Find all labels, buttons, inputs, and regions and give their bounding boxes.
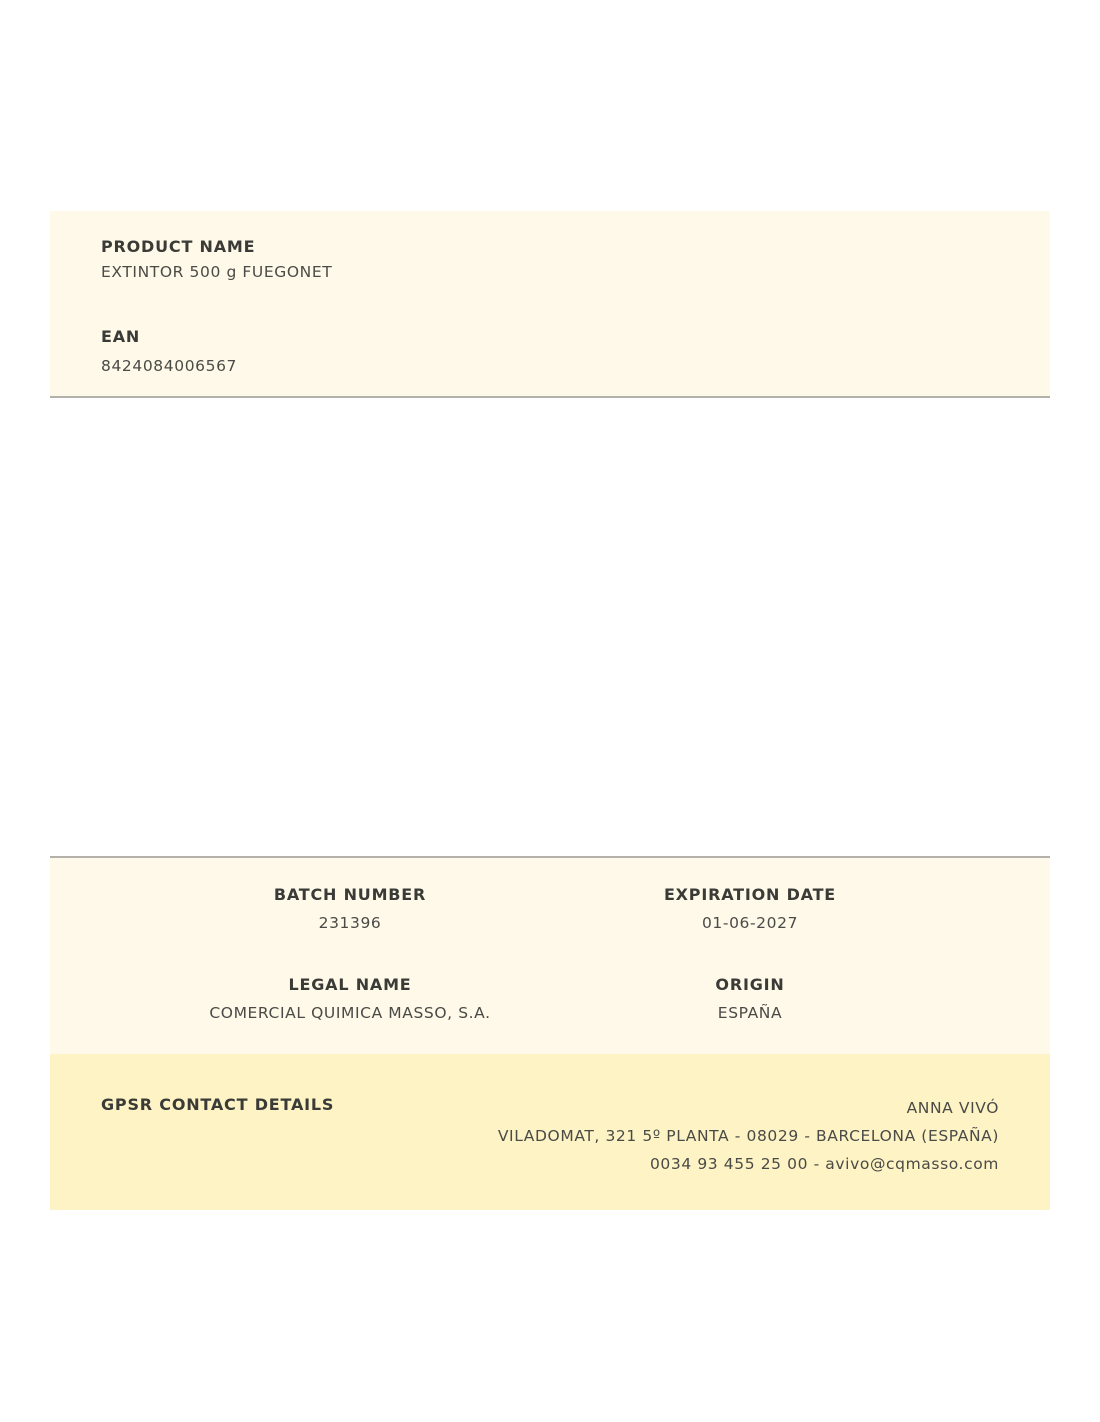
contact-details — [498, 1094, 999, 1178]
product-info-section — [50, 211, 1050, 398]
contact-phone-email: 0034 93 455 25 00 - avivo@cqmasso.com — [649, 1155, 999, 1173]
legal-name-field — [150, 975, 550, 1022]
expiration-date-label: EXPIRATION DATE — [663, 885, 837, 904]
legal-name-value: COMERCIAL QUIMICA MASSO, S.A. — [209, 1004, 491, 1022]
expiration-date-value: 01-06-2027 — [701, 914, 799, 932]
ean-value: 8424084006567 — [101, 357, 238, 375]
ean-label: EAN — [101, 327, 141, 346]
gpsr-contact-label: GPSR CONTACT DETAILS — [101, 1095, 335, 1114]
origin-label: ORIGIN — [715, 975, 785, 994]
legal-name-label: LEGAL NAME — [288, 975, 412, 994]
product-name-label: PRODUCT NAME — [101, 237, 256, 256]
contact-address: VILADOMAT, 321 5º PLANTA - 08029 - BARCELONA (ESPAÑA) — [497, 1127, 999, 1145]
product-details-section — [50, 856, 1050, 1056]
contact-name: ANNA VIVÓ — [906, 1099, 999, 1117]
product-name-value: EXTINTOR 500 g FUEGONET — [101, 263, 333, 281]
origin-value: ESPAÑA — [717, 1004, 783, 1022]
batch-number-value: 231396 — [318, 914, 382, 932]
expiration-date-field — [550, 885, 950, 932]
batch-number-field — [150, 885, 550, 932]
gpsr-contact-section — [50, 1054, 1050, 1210]
origin-field — [550, 975, 950, 1022]
batch-number-label: BATCH NUMBER — [273, 885, 427, 904]
